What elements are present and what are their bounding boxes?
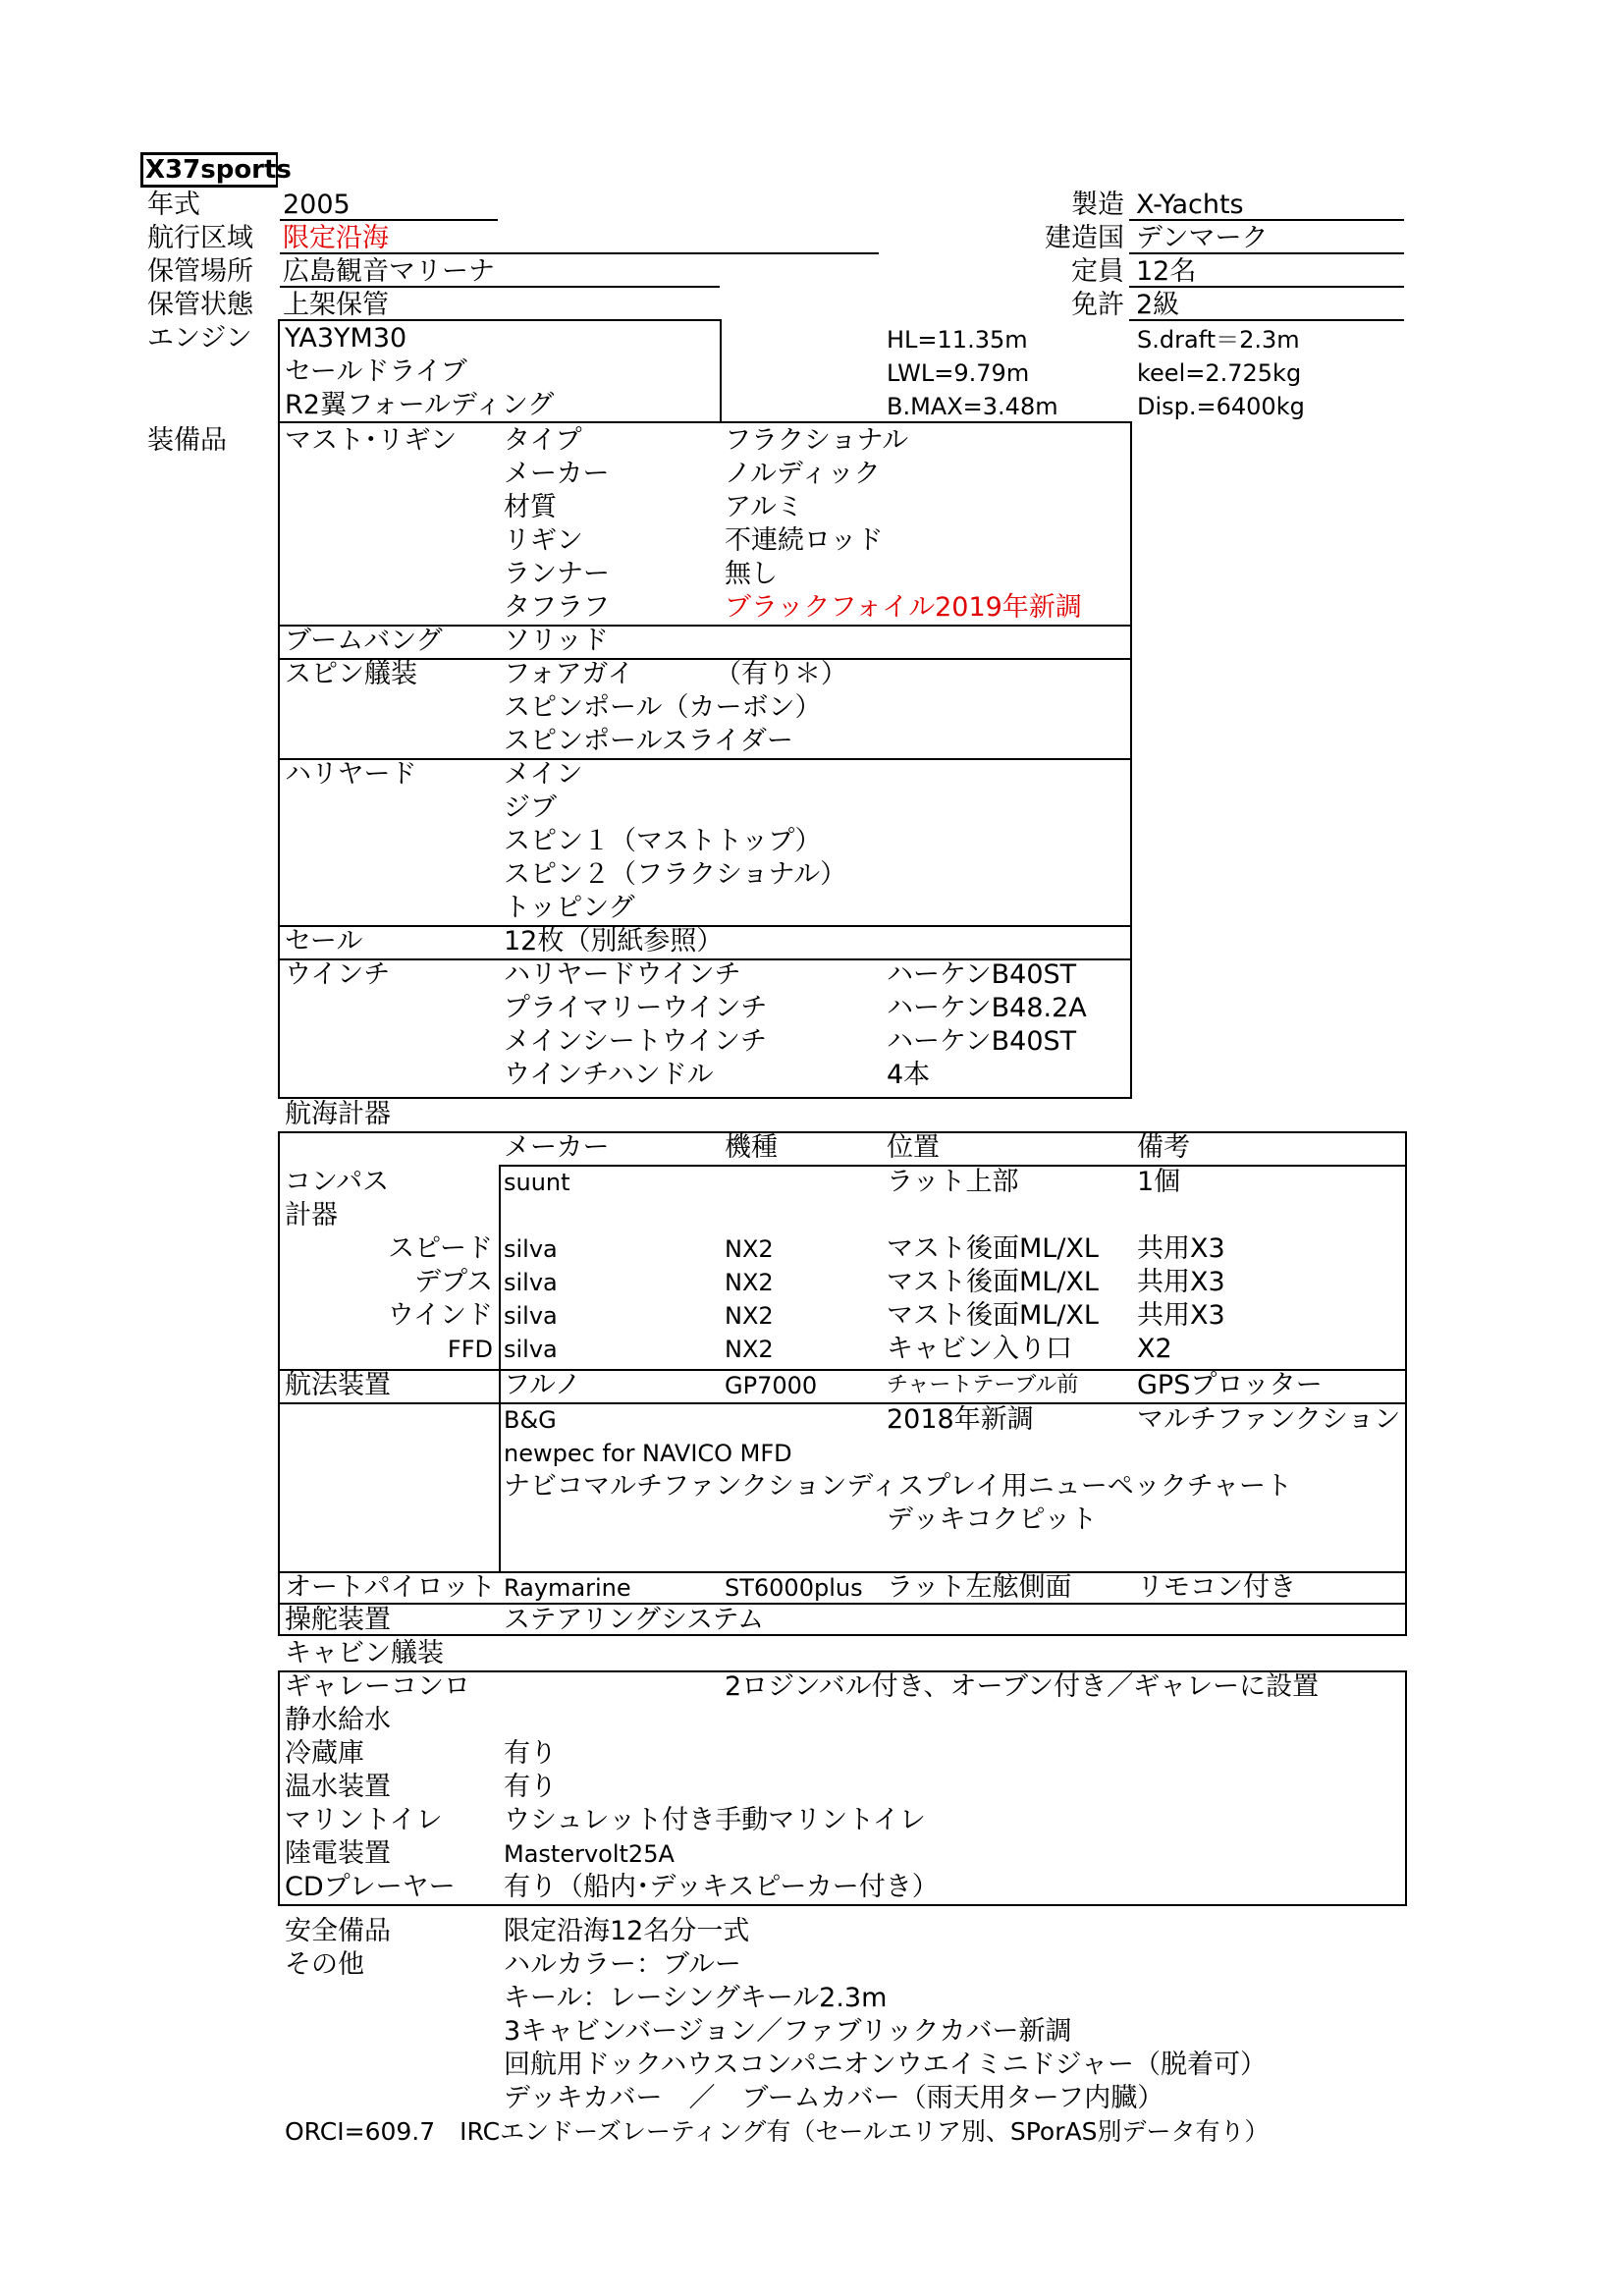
navsys-model: GP7000 — [725, 1372, 818, 1399]
capacity-value: 12名 — [1136, 256, 1197, 287]
instrument-notes: 共用X3 — [1137, 1267, 1225, 1297]
mast-value: ブラックフォイル2019年新調 — [725, 592, 1082, 623]
cabin-label: キャビン艤装 — [285, 1638, 444, 1668]
year-value: 2005 — [283, 190, 351, 220]
halyard-label: ハリヤード — [285, 759, 417, 790]
state-label: 保管状態 — [147, 290, 253, 320]
instrument-model: NX2 — [725, 1269, 774, 1296]
country-value: デンマーク — [1136, 223, 1269, 253]
instrument-maker: silva — [504, 1269, 558, 1296]
winch-value: ハーケンB40ST — [887, 1026, 1077, 1057]
deck-cockpit: デッキコクピット — [887, 1504, 1098, 1535]
mast-key: タフラフ — [504, 592, 610, 623]
safety-label: 安全備品 — [285, 1916, 391, 1946]
instrument-notes: X2 — [1137, 1334, 1172, 1364]
cabin-value: 有り（船内･デッキスピーカー付き） — [504, 1872, 939, 1902]
area-label: 航行区域 — [147, 223, 253, 253]
instrument-maker: silva — [504, 1302, 558, 1330]
spec-lwl: LWL=9.79m — [887, 359, 1030, 387]
instrument-model: NX2 — [725, 1336, 774, 1363]
cabin-key: 静水給水 — [285, 1705, 391, 1735]
winch-key: ウインチハンドル — [504, 1060, 714, 1090]
boom-value: ソリッド — [504, 626, 609, 656]
compass-position: ラット上部 — [887, 1167, 1019, 1197]
spin-item: スピンポール（カーボン） — [504, 692, 822, 723]
autopilot-model: ST6000plus — [725, 1574, 863, 1602]
nav-header-maker: メーカー — [504, 1132, 610, 1163]
autopilot-position: ラット左舷側面 — [887, 1572, 1072, 1603]
document-title: X37sports — [145, 155, 292, 185]
nav-header-position: 位置 — [887, 1132, 940, 1163]
sail-label: セール — [285, 926, 363, 957]
bg-maker: B&G — [504, 1406, 557, 1434]
cabin-key: マリントイレ — [285, 1805, 443, 1835]
winch-value: 4本 — [887, 1060, 931, 1090]
halyard-item: スピン２（フラクショナル） — [504, 859, 847, 890]
cabin-value: 2ロジンバル付き、オーブン付き／ギャレーに設置 — [725, 1671, 1320, 1702]
mast-key: メーカー — [504, 459, 610, 489]
winch-key: プライマリーウインチ — [504, 993, 768, 1023]
mast-value: フラクショナル — [725, 425, 909, 456]
navsys-label: 航法装置 — [285, 1370, 391, 1400]
spin-item: フォアガイ — [504, 659, 634, 689]
cabin-value: 有り — [504, 1772, 557, 1802]
navico-line: ナビコマルチファンクションディスプレイ用ニューペックチャート — [504, 1471, 1292, 1502]
spec-bmax: B.MAX=3.48m — [887, 393, 1058, 420]
storage-label: 保管場所 — [147, 256, 253, 287]
instrument-notes: 共用X3 — [1137, 1233, 1225, 1264]
nav-header-notes: 備考 — [1137, 1132, 1190, 1163]
mast-key: 材質 — [504, 492, 557, 522]
maker-label: 製造 — [1071, 190, 1124, 220]
halyard-item: スピン１（マストトップ） — [504, 826, 822, 856]
autopilot-notes: リモコン付き — [1137, 1572, 1296, 1603]
instrument-name: FFD — [447, 1336, 493, 1363]
autopilot-label: オートパイロット — [285, 1572, 496, 1603]
instrument-maker: silva — [504, 1336, 558, 1363]
steering-label: 操舵装置 — [285, 1605, 391, 1635]
autopilot-maker: Raymarine — [504, 1574, 631, 1602]
compass-maker: suunt — [504, 1169, 570, 1196]
instrument-name: デプス — [414, 1267, 493, 1297]
winch-key: ハリヤードウインチ — [504, 959, 741, 990]
cabin-value: ウシュレット付き手動マリントイレ — [504, 1805, 926, 1835]
spec-draft: S.draft＝2.3m — [1137, 326, 1300, 354]
storage-value: 広島観音マリーナ — [283, 256, 495, 287]
cabin-key: ギャレーコンロ — [285, 1671, 470, 1702]
engine-line: セールドライブ — [285, 356, 467, 387]
cabin-value: 有り — [504, 1738, 557, 1769]
spin-item: スピンポールスライダー — [504, 726, 793, 756]
other-item: 3キャビンバージョン／ファブリックカバー新調 — [504, 2016, 1072, 2047]
maker-value: X-Yachts — [1136, 190, 1244, 220]
year-label: 年式 — [147, 190, 200, 220]
state-value: 上架保管 — [283, 290, 389, 320]
cabin-key: CDプレーヤー — [285, 1872, 456, 1902]
mast-label: マスト･リギン — [285, 425, 458, 456]
spec-disp: Disp.=6400kg — [1137, 393, 1305, 420]
winch-key: メインシートウインチ — [504, 1026, 767, 1057]
safety-value: 限定沿海12名分一式 — [504, 1916, 750, 1946]
engine-line: R2翼フォールディング — [285, 390, 555, 420]
compass-label: コンパス — [285, 1167, 390, 1197]
other-item: ハルカラー：ブルー — [504, 1949, 741, 1980]
cabin-key: 陸電装置 — [285, 1838, 391, 1869]
instrument-model: NX2 — [725, 1235, 774, 1263]
cabin-value: Mastervolt25A — [504, 1840, 675, 1868]
steering-value: ステアリングシステム — [504, 1605, 765, 1635]
other-item: デッキカバー ／ ブームカバー（雨天用ターフ内臓） — [504, 2083, 1164, 2113]
spec-hl: HL=11.35m — [887, 326, 1028, 354]
boom-label: ブームバング — [285, 626, 443, 656]
other-label: その他 — [285, 1949, 364, 1980]
instrument-notes: 共用X3 — [1137, 1300, 1225, 1331]
instruments-label: 計器 — [285, 1200, 338, 1230]
mast-value: 無し — [725, 559, 778, 589]
country-label: 建造国 — [1045, 223, 1124, 253]
license-value: 2級 — [1136, 290, 1180, 320]
halyard-item: ジブ — [504, 793, 557, 823]
equipment-label: 装備品 — [147, 425, 227, 456]
nav-label: 航海計器 — [285, 1099, 391, 1129]
spin-note: （有り＊） — [715, 659, 847, 689]
sail-value: 12枚（別紙参照） — [504, 926, 724, 957]
other-item: 回航用ドックハウスコンパニオンウエイミニドジャー（脱着可） — [504, 2050, 1268, 2080]
bg-notes: マルチファンクション — [1137, 1404, 1401, 1435]
instrument-position: マスト後面ML/XL — [887, 1300, 1099, 1331]
navsys-position: チャートテーブル前 — [887, 1373, 1079, 1397]
bg-position: 2018年新調 — [887, 1404, 1034, 1435]
mast-value: ノルディック — [725, 459, 881, 489]
cabin-key: 温水装置 — [285, 1772, 391, 1802]
instrument-position: キャビン入り口 — [887, 1334, 1072, 1364]
winch-value: ハーケンB48.2A — [887, 993, 1087, 1023]
spin-label: スピン艤装 — [285, 659, 417, 689]
instrument-model: NX2 — [725, 1302, 774, 1330]
nav-header-model: 機種 — [725, 1132, 778, 1163]
instrument-position: マスト後面ML/XL — [887, 1233, 1099, 1264]
instrument-maker: silva — [504, 1235, 558, 1263]
instrument-name: ウインド — [387, 1300, 493, 1331]
navsys-maker: フルノ — [504, 1370, 581, 1400]
mast-key: タイプ — [504, 425, 582, 456]
other-item: キール：レーシングキール2.3m — [504, 1983, 888, 2013]
instrument-name: スピード — [388, 1233, 493, 1264]
mast-key: リギン — [504, 525, 583, 556]
mast-value: 不連続ロッド — [725, 525, 884, 556]
mast-key: ランナー — [504, 559, 610, 589]
instrument-position: マスト後面ML/XL — [887, 1267, 1099, 1297]
compass-notes: 1個 — [1137, 1167, 1181, 1197]
license-label: 免許 — [1071, 290, 1124, 320]
mast-value: アルミ — [725, 492, 803, 522]
navsys-notes: GPSプロッター — [1137, 1370, 1323, 1400]
rating-footer: ORCI=609.7 IRCエンドーズレーティング有（セールエリア別、SPorAS別データ有り） — [285, 2117, 1270, 2146]
spec-keel: keel=2.725kg — [1137, 359, 1302, 387]
engine-label: エンジン — [147, 323, 252, 354]
winch-value: ハーケンB40ST — [887, 959, 1077, 990]
capacity-label: 定員 — [1071, 256, 1124, 287]
halyard-item: トッピング — [504, 893, 635, 923]
winch-label: ウインチ — [285, 959, 391, 990]
cabin-key: 冷蔵庫 — [285, 1738, 364, 1769]
area-value: 限定沿海 — [283, 223, 389, 253]
newpec-line: newpec for NAVICO MFD — [504, 1440, 792, 1467]
halyard-item: メイン — [504, 759, 583, 790]
engine-line: YA3YM30 — [285, 323, 407, 354]
